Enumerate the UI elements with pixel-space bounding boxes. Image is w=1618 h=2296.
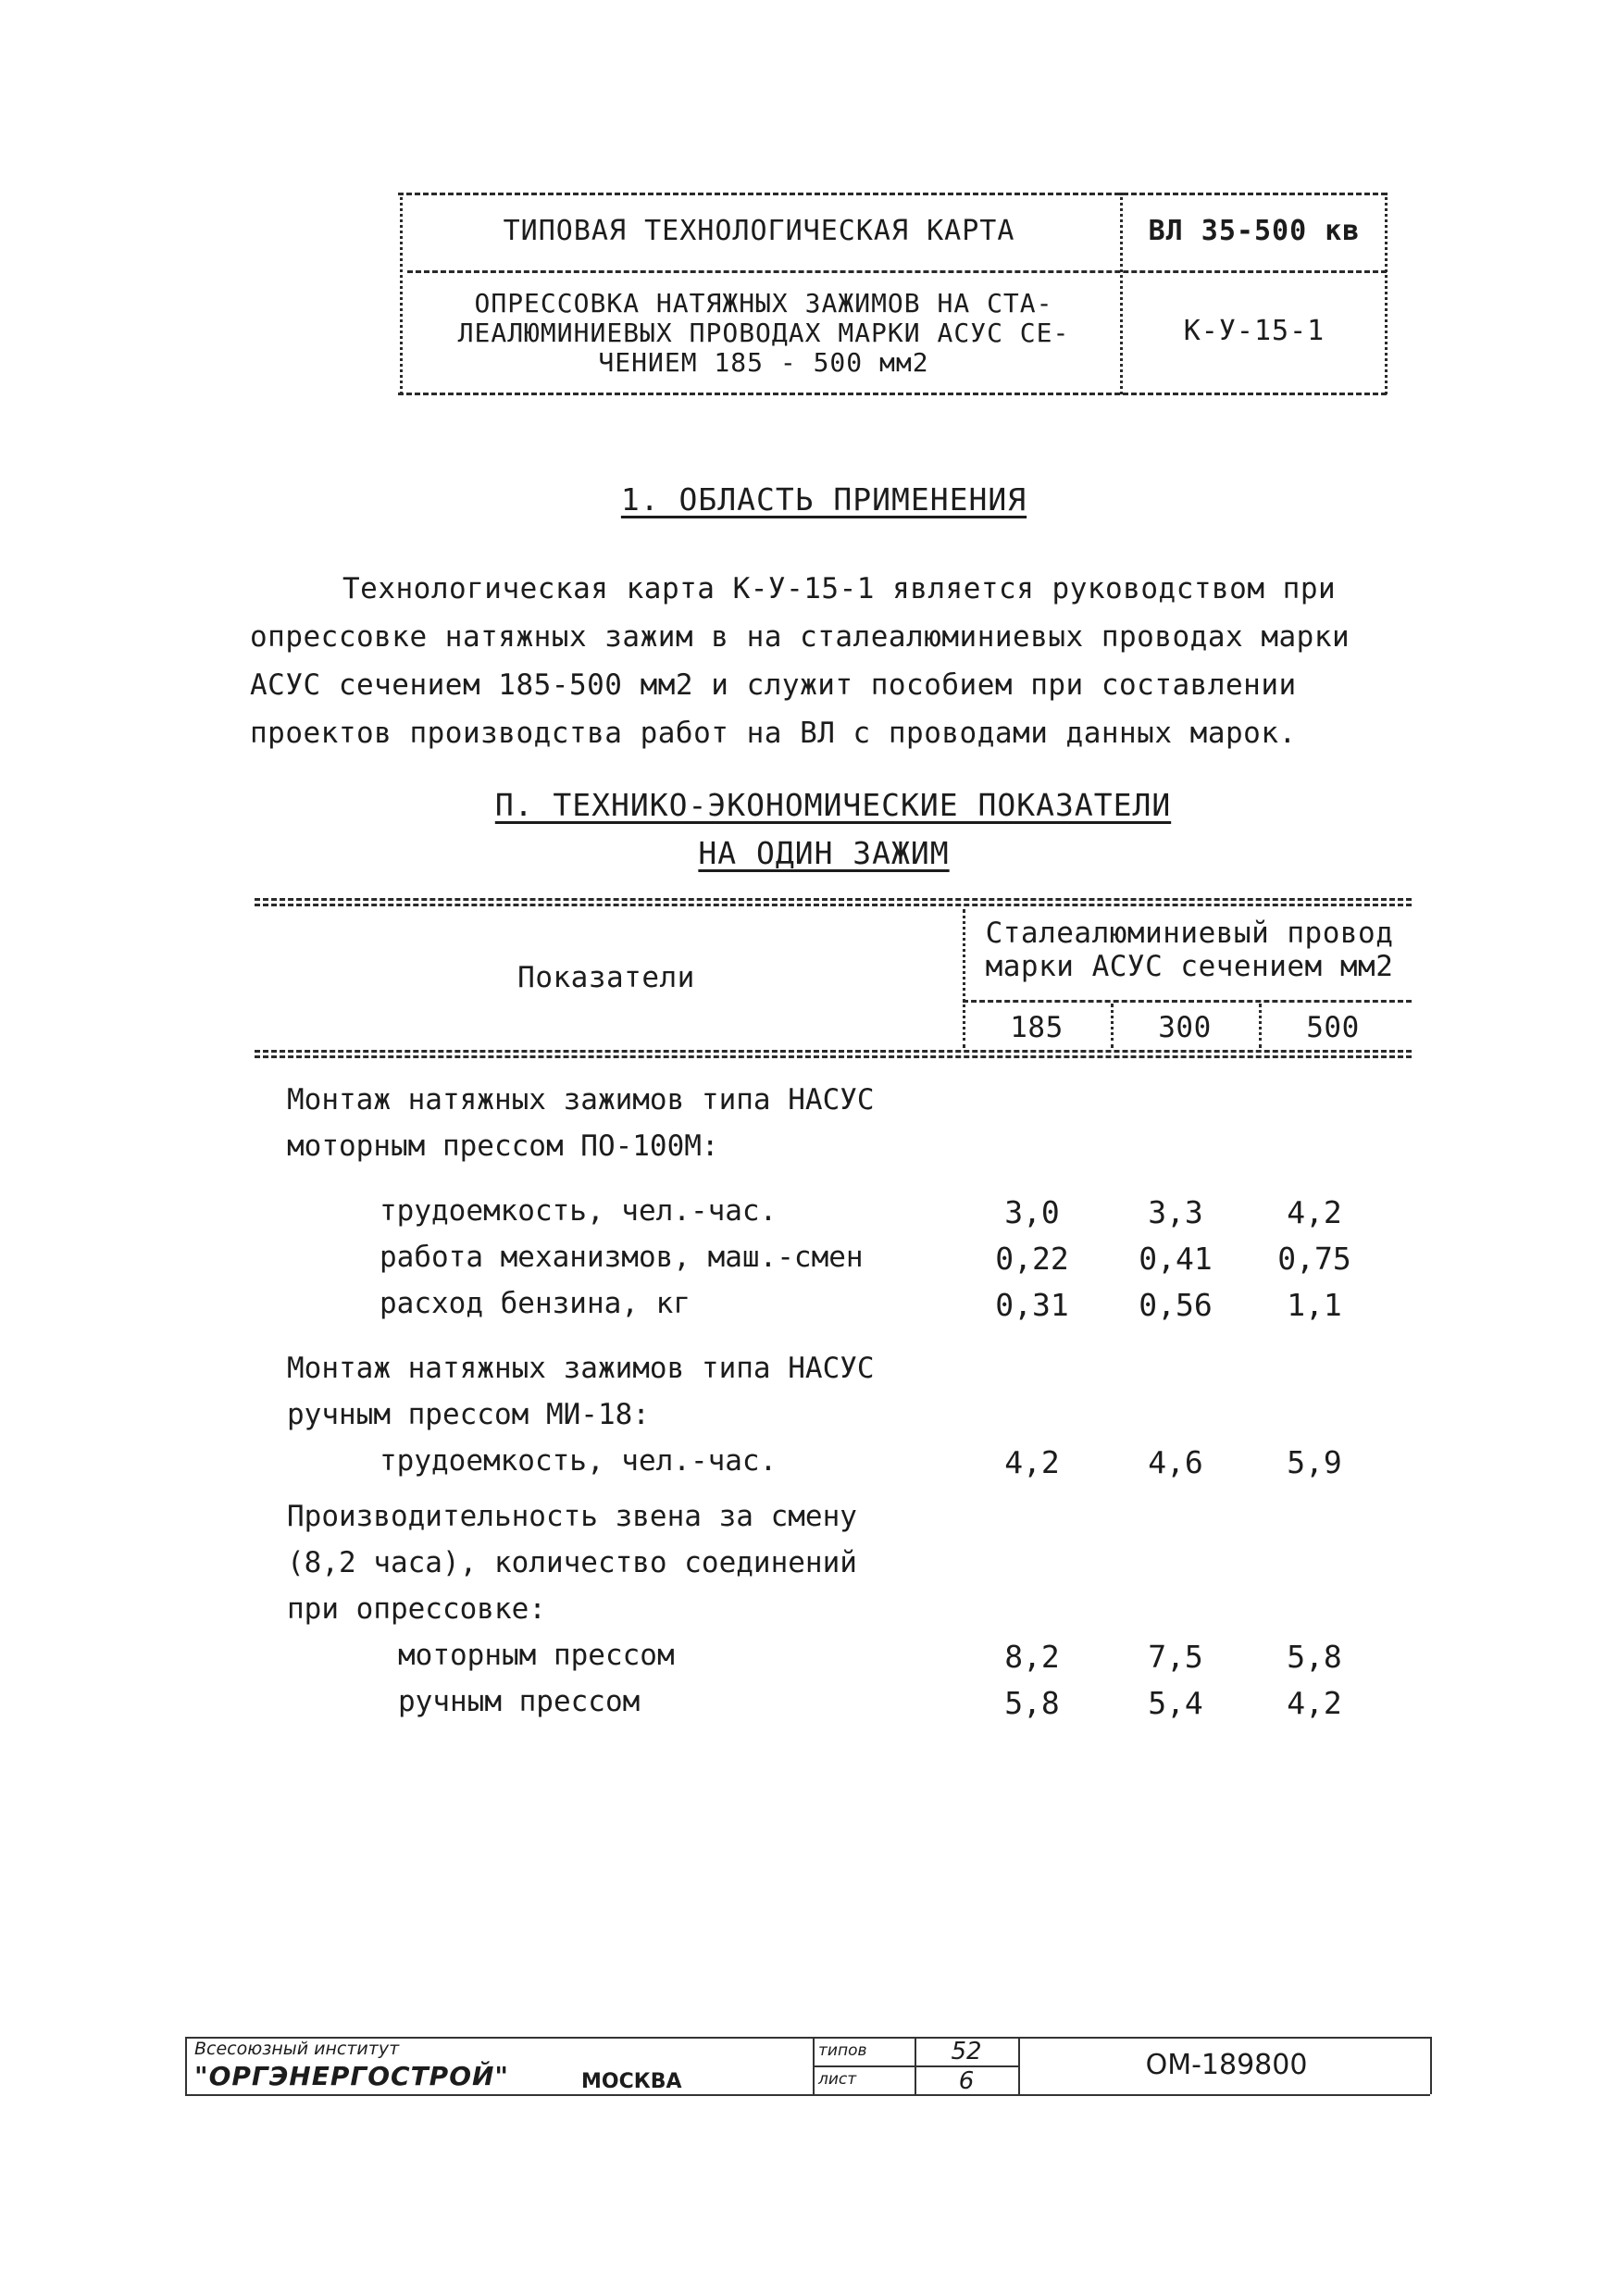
- sheet-value: 6: [958, 2067, 975, 2095]
- table-row: [287, 1129, 719, 1163]
- section1-heading: 1. ОБЛАСТЬ ПРИМЕНЕНИЯ: [620, 481, 1027, 518]
- value-300: 5,4: [1148, 1685, 1203, 1721]
- value-500: 1,1: [1287, 1287, 1342, 1323]
- value-500: 0,75: [1277, 1241, 1351, 1277]
- wire-group-line: марки АСУС сечением мм2: [985, 950, 1394, 983]
- typical-label: типов: [818, 2041, 867, 2060]
- subtitle-line: ЛЕАЛЮМИНИЕВЫХ ПРОВОДАХ МАРКИ АСУС СЕ-: [457, 318, 1070, 348]
- value-185: 5,8: [1004, 1685, 1060, 1721]
- value-500: 5,8: [1287, 1639, 1342, 1675]
- value-185: 8,2: [1004, 1639, 1060, 1675]
- paragraph-line: Технологическая карта К-У-15-1 является руководством при: [342, 572, 1337, 605]
- paragraph-line: опрессовке натяжных зажим в на сталеалюминиевых проводах марки: [250, 620, 1350, 654]
- document-number: ОМ-189800: [1145, 2049, 1308, 2081]
- row-label: работа механизмов, маш.-смен: [380, 1241, 864, 1274]
- table-row: [287, 1592, 546, 1626]
- value-500: 4,2: [1287, 1685, 1342, 1721]
- value-185: 0,22: [995, 1241, 1069, 1277]
- wire-group-line: Сталеалюминиевый провод: [985, 917, 1394, 950]
- row-label: трудоемкость, чел.-час.: [380, 1444, 778, 1478]
- value-500: 5,9: [1287, 1444, 1342, 1480]
- section2-subheading: НА ОДИН ЗАЖИМ: [698, 835, 950, 871]
- table-row: [287, 1352, 875, 1385]
- row-label: Монтаж натяжных зажимов типа НАСУС: [287, 1083, 875, 1117]
- section2-heading: П. ТЕХНИКО-ЭКОНОМИЧЕСКИЕ ПОКАЗАТЕЛИ: [494, 787, 1172, 823]
- value-300: 0,56: [1139, 1287, 1213, 1323]
- value-300: 4,6: [1148, 1444, 1203, 1480]
- indicator-column-header: Показатели: [517, 961, 695, 994]
- value-185: 0,31: [995, 1287, 1069, 1323]
- table-row: [287, 1083, 875, 1117]
- row-label: ручным прессом: [398, 1685, 641, 1718]
- card-title: ТИПОВАЯ ТЕХНОЛОГИЧЕСКАЯ КАРТА: [503, 215, 1015, 247]
- subtitle-line: ЧЕНИЕМ 185 - 500 мм2: [598, 347, 929, 378]
- table-row: [287, 1546, 857, 1579]
- row-label: Производительность звена за смену: [287, 1500, 857, 1533]
- value-300: 3,3: [1148, 1194, 1203, 1230]
- subtitle-line: ОПРЕССОВКА НАТЯЖНЫХ ЗАЖИМОВ НА СТА-: [474, 288, 1053, 318]
- value-500: 4,2: [1287, 1194, 1342, 1230]
- paragraph-line: проектов производства работ на ВЛ с проводами данных марок.: [250, 717, 1297, 750]
- voltage-label: ВЛ 35-500 кв: [1148, 215, 1361, 247]
- paragraph-line: АСУС сечением 185-500 мм2 и служит пособием при составлении: [250, 668, 1297, 702]
- row-label: Монтаж натяжных зажимов типа НАСУС: [287, 1352, 875, 1385]
- card-code: К-У-15-1: [1183, 315, 1326, 347]
- institute-line1: Всесоюзный институт: [194, 2039, 400, 2059]
- sheet-label: лист: [818, 2070, 857, 2089]
- table-row: [287, 1398, 650, 1431]
- value-185: 4,2: [1004, 1444, 1060, 1480]
- row-label: (8,2 часа), количество соединений: [287, 1546, 857, 1579]
- card-subtitle: [407, 289, 1120, 378]
- value-300: 0,41: [1139, 1241, 1213, 1277]
- wire-group-header: [967, 917, 1412, 983]
- row-label: моторным прессом ПО-100М:: [287, 1129, 719, 1163]
- section-header-300: 300: [1158, 1011, 1212, 1044]
- row-label: ручным прессом МИ-18:: [287, 1398, 650, 1431]
- row-label: моторным прессом: [398, 1639, 675, 1672]
- row-label: трудоемкость, чел.-час.: [380, 1194, 778, 1228]
- typical-value: 52: [951, 2038, 982, 2065]
- institute-name: "ОРГЭНЕРГОСТРОЙ": [194, 2061, 510, 2091]
- section-header-185: 185: [1010, 1011, 1064, 1044]
- value-185: 3,0: [1004, 1194, 1060, 1230]
- city-label: МОСКВА: [581, 2070, 682, 2093]
- table-row: [287, 1500, 857, 1533]
- row-label: расход бензина, кг: [380, 1287, 691, 1320]
- row-label: при опрессовке:: [287, 1592, 546, 1626]
- value-300: 7,5: [1148, 1639, 1203, 1675]
- section-header-500: 500: [1306, 1011, 1360, 1044]
- section1-paragraph: [250, 565, 1407, 757]
